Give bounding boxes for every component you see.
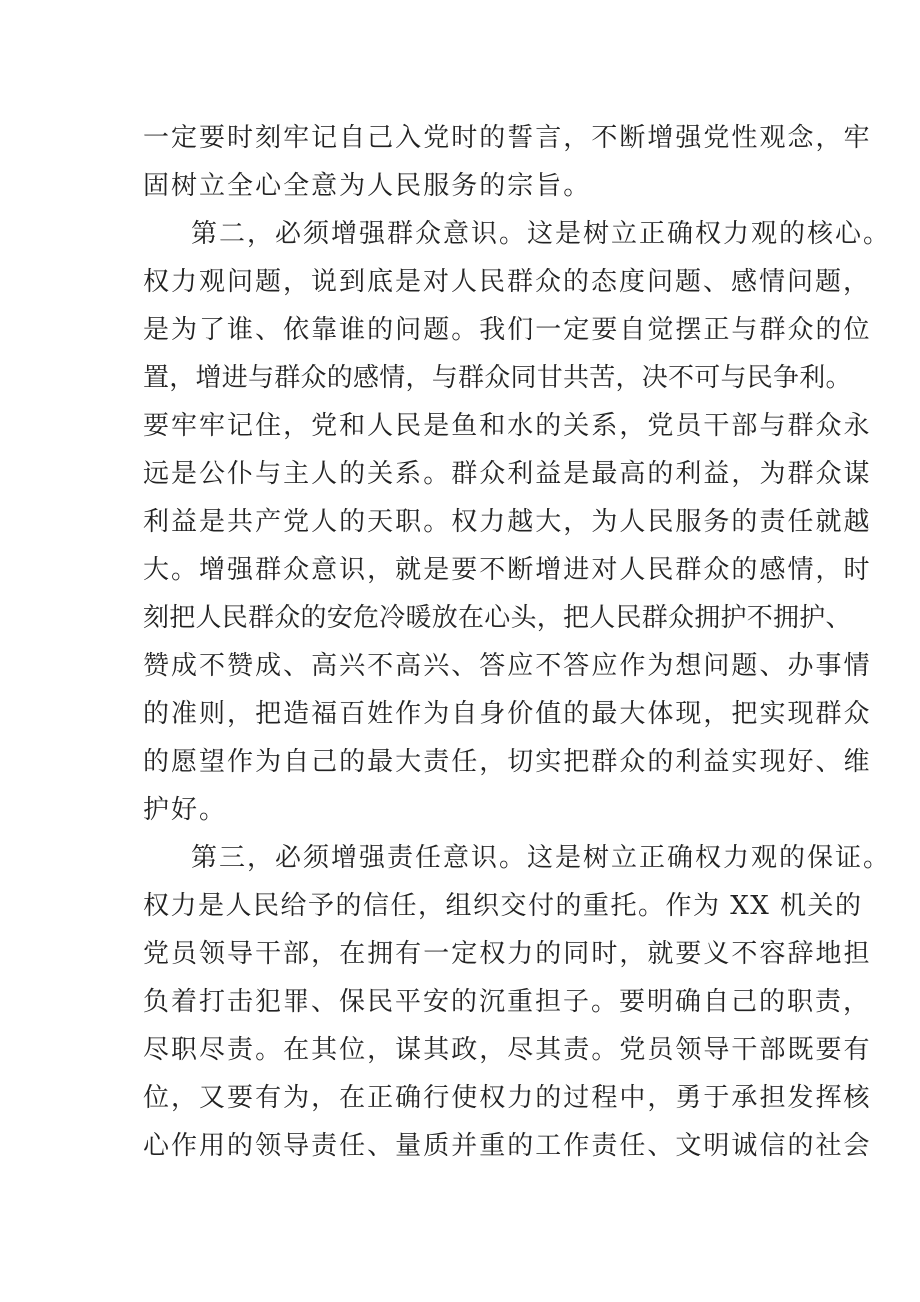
paragraph-start-line: 第三，必须增强责任意识。这是树立正确权力观的保证。	[191, 843, 892, 873]
text-line: 是为了谁、依靠谁的问题。我们一定要自觉摆正与群众的位	[143, 315, 872, 345]
text-line: 固树立全心全意为人民服务的宗旨。	[143, 171, 592, 201]
text-line: 权力是人民给予的信任，组织交付的重托。作为 XX 机关的	[143, 891, 863, 921]
paragraph-start-line: 第二，必须增强群众意识。这是树立正确权力观的核心。	[191, 219, 892, 249]
text-line: 党员领导干部，在拥有一定权力的同时，就要义不容辞地担	[143, 939, 872, 969]
text-line: 心作用的领导责任、量质并重的工作责任、文明诚信的社会	[143, 1131, 872, 1161]
text-line: 赞成不赞成、高兴不高兴、答应不答应作为想问题、办事情	[143, 651, 872, 681]
text-line: 利益是共产党人的天职。权力越大，为人民服务的责任就越	[143, 507, 872, 537]
text-line: 要牢牢记住，党和人民是鱼和水的关系，党员干部与群众永	[143, 411, 872, 441]
text-line: 大。增强群众意识，就是要不断增进对人民群众的感情，时	[143, 555, 872, 585]
text-line: 的准则，把造福百姓作为自身价值的最大体现，把实现群众	[143, 699, 872, 729]
text-line: 远是公仆与主人的关系。群众利益是最高的利益，为群众谋	[143, 459, 872, 489]
text-line: 的愿望作为自己的最大责任，切实把群众的利益实现好、维	[143, 747, 872, 777]
text-line: 权力观问题，说到底是对人民群众的态度问题、感情问题，	[143, 267, 872, 297]
text-line: 负着打击犯罪、保民平安的沉重担子。要明确自己的职责，	[143, 987, 872, 1017]
text-line: 刻把人民群众的安危冷暖放在心头，把人民群众拥护不拥护、	[143, 603, 852, 633]
text-line: 一定要时刻牢记自己入党时的誓言，不断增强党性观念，牢	[143, 123, 872, 153]
text-line: 位，又要有为，在正确行使权力的过程中，勇于承担发挥核	[143, 1083, 872, 1113]
text-line: 尽职尽责。在其位，谋其政，尽其责。党员领导干部既要有	[143, 1035, 872, 1065]
text-line: 置，增进与群众的感情，与群众同甘共苦，决不可与民争利。	[143, 363, 852, 393]
text-line: 护好。	[143, 795, 228, 825]
